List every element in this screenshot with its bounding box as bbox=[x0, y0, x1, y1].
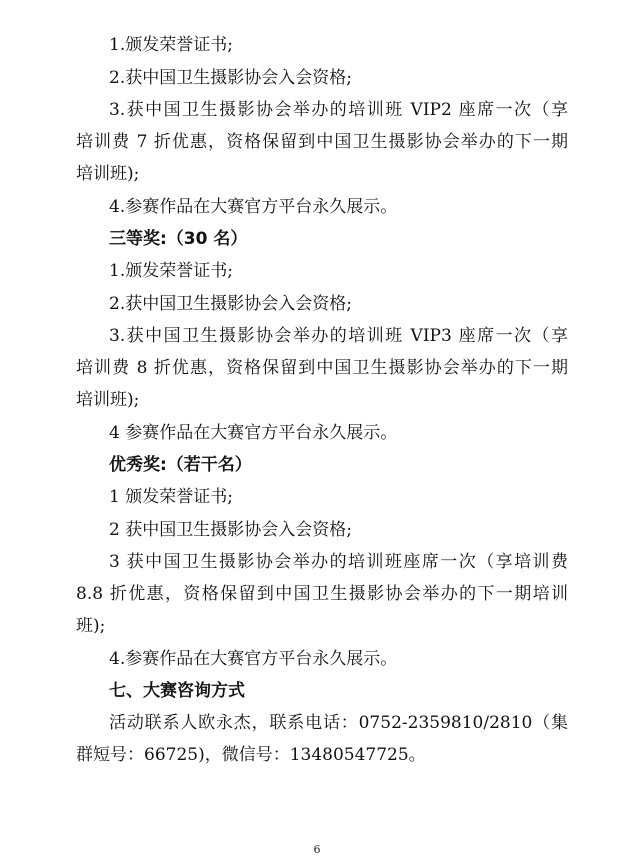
prize-item-line: 4.参赛作品在大赛官方平台永久展示。 bbox=[109, 197, 398, 217]
prize-item-line: 8.8 折优惠，资格保留到中国卫生摄影协会举办的下一期培训 bbox=[76, 584, 568, 604]
prize-item-line: 3 获中国卫生摄影协会举办的培训班座席一次（享培训费 bbox=[109, 552, 568, 572]
section-heading-contact: 七、大赛咨询方式 bbox=[109, 681, 245, 701]
third-prize-heading: 三等奖:（30 名） bbox=[109, 229, 248, 249]
excellence-prize-heading: 优秀奖:（若干名） bbox=[109, 455, 252, 475]
contact-line: 群短号：66725)，微信号：13480547725。 bbox=[76, 745, 426, 765]
prize-item-line: 培训费 7 折优惠，资格保留到中国卫生摄影协会举办的下一期 bbox=[76, 132, 568, 152]
page-number: 6 bbox=[313, 843, 321, 856]
prize-item-line: 4.参赛作品在大赛官方平台永久展示。 bbox=[109, 649, 398, 669]
prize-item-line: 培训费 8 折优惠，资格保留到中国卫生摄影协会举办的下一期 bbox=[76, 358, 568, 378]
prize-item-line: 4 参赛作品在大赛官方平台永久展示。 bbox=[109, 423, 398, 443]
prize-item-line: 3.获中国卫生摄影协会举办的培训班 VIP2 座席一次（享 bbox=[109, 100, 568, 120]
prize-item-line: 培训班); bbox=[76, 390, 140, 410]
prize-item-line: 1.颁发荣誉证书; bbox=[109, 35, 233, 55]
prize-item-line: 3.获中国卫生摄影协会举办的培训班 VIP3 座席一次（享 bbox=[109, 326, 568, 346]
prize-item-line: 2.获中国卫生摄影协会入会资格; bbox=[109, 68, 352, 88]
prize-item-line: 培训班); bbox=[76, 164, 140, 184]
prize-item-line: 班); bbox=[76, 616, 106, 636]
prize-item-line: 1 颁发荣誉证书; bbox=[109, 487, 233, 507]
prize-item-line: 2 获中国卫生摄影协会入会资格; bbox=[109, 520, 352, 540]
prize-item-line: 2.获中国卫生摄影协会入会资格; bbox=[109, 294, 352, 314]
contact-line: 活动联系人欧永杰，联系电话：0752-2359810/2810（集 bbox=[109, 713, 568, 733]
prize-item-line: 1.颁发荣誉证书; bbox=[109, 261, 233, 281]
